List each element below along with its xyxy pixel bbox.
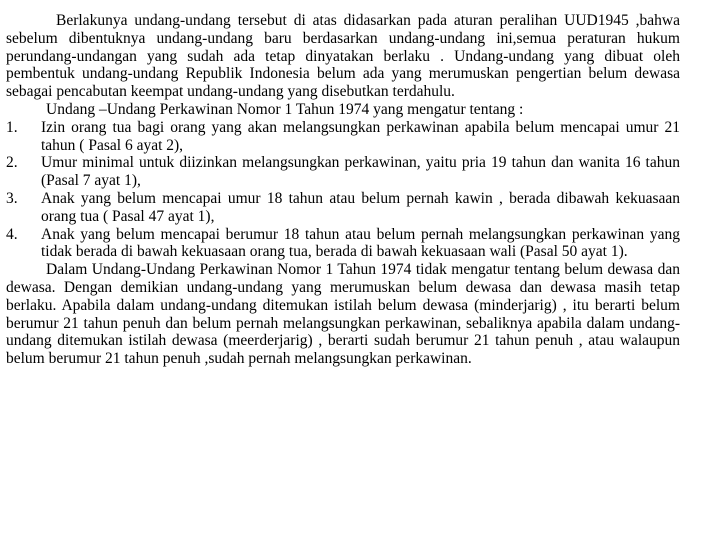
list-item xyxy=(6,154,680,190)
list-item xyxy=(6,226,680,262)
list-item xyxy=(6,119,680,155)
list-item-number: 2. xyxy=(6,154,18,172)
list-item-text: Umur minimal untuk diizinkan melangsungkan perkawinan, yaitu pria 19 tahun dan wanita 16 tahun (Pasal 7 ayat 1), xyxy=(41,154,680,190)
list-item-number: 4. xyxy=(6,225,18,243)
regulation-list xyxy=(6,119,680,261)
intro-paragraph: Berlakunya undang-undang tersebut di atas didasarkan pada aturan peralihan UUD1945 ,bahwa sebelum dibentuknya undang-undang baru berdasarkan undang-undang ini,semua peraturan hukum perundang-undangan yang sudah ada tetap dinyatakan berlaku . Undang-undang yang dibuat oleh pembentuk undang-undang Republik Indonesia belum ada yang merumuskan pengertian belum dewasa sebagai pencabutan keempat undang-undang yang disebutkan terdahulu. xyxy=(6,12,680,101)
list-item-text: Anak yang belum mencapai umur 18 tahun atau belum pernah kawin , berada dibawah kekuasaan orang tua ( Pasal 47 ayat 1), xyxy=(41,189,680,225)
closing-paragraph: Dalam Undang-Undang Perkawinan Nomor 1 Tahun 1974 tidak mengatur tentang belum dewasa dan dewasa. Dengan demikian undang-undang yang merumuskan belum dewasa dan dewasa masih tetap berlaku. Apabila dalam undang-undang ditemukan istilah belum dewasa (minderjarig) , itu berarti belum berumur 21 tahun penuh dan belum pernah melangsungkan perkawinan, sebaliknya apabila dalam undang-undang ditemukan istilah dewasa (meerderjarig) , berarti sudah berumur 21 tahun penuh , atau walaupun belum berumur 21 tahun penuh ,sudah pernah melangsungkan perkawinan. xyxy=(6,261,680,368)
list-item-text: Anak yang belum mencapai berumur 18 tahun atau belum pernah melangsungkan perkawinan yang tidak berada di bawah kekuasaan orang tua, berada di bawah kekuasaan wali (Pasal 50 ayat 1). xyxy=(41,225,680,261)
list-item-number: 1. xyxy=(6,118,18,136)
document-body xyxy=(6,12,680,368)
list-intro-paragraph: Undang –Undang Perkawinan Nomor 1 Tahun 1974 yang mengatur tentang : xyxy=(46,100,524,118)
list-item-number: 3. xyxy=(6,189,18,207)
list-item-text: Izin orang tua bagi orang yang akan melangsungkan perkawinan apabila belum mencapai umur 21 tahun ( Pasal 6 ayat 2), xyxy=(41,118,680,154)
list-item xyxy=(6,190,680,226)
